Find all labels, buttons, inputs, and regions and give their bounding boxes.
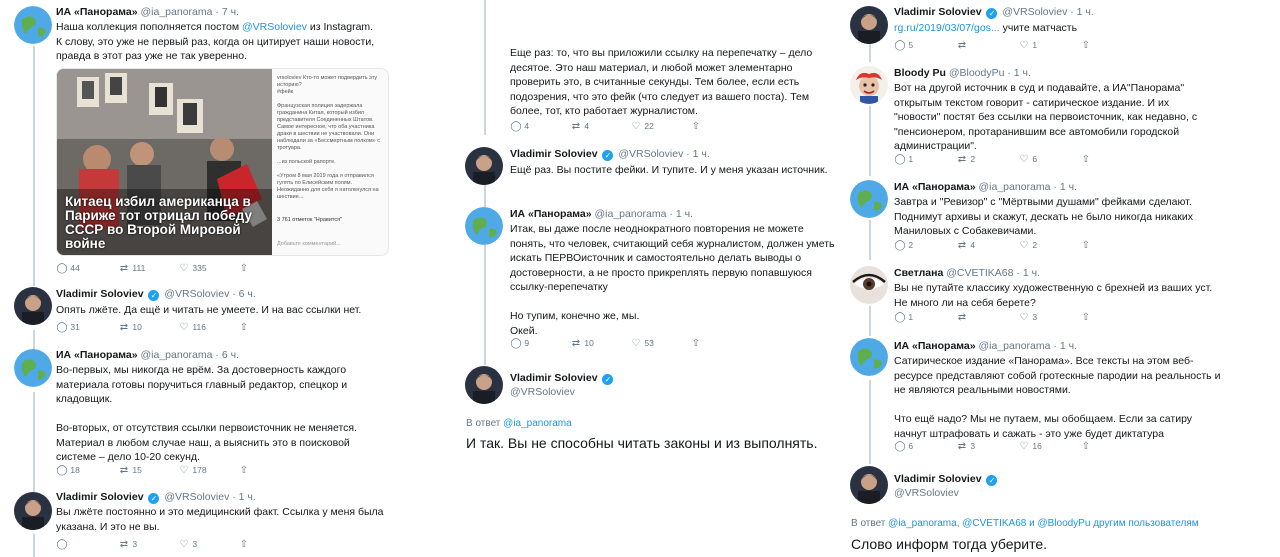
- reply-count: 9: [524, 338, 530, 348]
- author-name[interactable]: ИА «Панорама»: [56, 349, 138, 361]
- share-icon: ⇧: [691, 121, 701, 132]
- retweet-count: 4: [970, 240, 976, 250]
- author-handle[interactable]: @VRSoloviev: [164, 288, 230, 300]
- reply-context: [851, 518, 1199, 529]
- heart-icon: ♡: [631, 121, 641, 132]
- reply-count: 5: [908, 40, 914, 50]
- share-button[interactable]: [238, 539, 250, 550]
- tweet-text: И так. Вы не способны читать законы и из выполнять.: [466, 435, 818, 451]
- tweet-text: Во-первых, мы никогда не врём. За достоверность каждого материала готовы поручиться главный редактор, спецкор и кладовщик. Во-вторых, от отсутствия ссылки первоисточник не меняется. Материал в любом случае наш, а выяснить это в поисковой системе – дело 10-20 секунд.: [56, 364, 358, 463]
- author-name[interactable]: Vladimir Soloviev: [894, 6, 982, 18]
- retweet-icon: ⇄: [957, 312, 967, 323]
- author-name[interactable]: ИА «Панорама»: [894, 340, 976, 352]
- reply-button[interactable]: [56, 322, 80, 333]
- separator-dot: ·: [686, 148, 690, 160]
- reply-icon: ◯: [894, 40, 906, 51]
- retweet-button[interactable]: [570, 121, 589, 132]
- heart-icon: ♡: [1019, 40, 1029, 51]
- retweet-icon: ⇄: [119, 322, 129, 333]
- tweet-text: Ещё раз. Вы постите фейки. И тупите. И у меня указан источник.: [510, 164, 828, 176]
- tweet-time[interactable]: 1 ч.: [1022, 267, 1040, 279]
- reply-button[interactable]: [894, 312, 913, 323]
- retweet-button[interactable]: [956, 441, 975, 452]
- tweet-time[interactable]: 1 ч.: [1059, 340, 1077, 352]
- tweet-header: [894, 267, 1040, 280]
- share-button[interactable]: [1080, 40, 1092, 51]
- reply-button[interactable]: [894, 441, 913, 452]
- tweet-time[interactable]: 6 ч.: [238, 288, 256, 300]
- avatar-panorama[interactable]: [14, 6, 52, 44]
- reply-icon: ◯: [56, 539, 68, 550]
- thread-panel-2: [454, 0, 840, 557]
- heart-icon: ♡: [179, 465, 189, 476]
- instagram-comment-field: Добавьте комментарий...: [277, 241, 341, 247]
- text-fragment: из Instagram.: [306, 21, 374, 33]
- avatar-soloviev[interactable]: [465, 147, 503, 185]
- separator-dot: ·: [669, 208, 673, 220]
- author-handle[interactable]: @VRSoloviev: [894, 487, 959, 499]
- thread-line: [33, 534, 35, 557]
- reply-button[interactable]: [894, 40, 913, 51]
- reply-icon: ◯: [510, 338, 522, 349]
- share-button[interactable]: [690, 121, 702, 132]
- avatar-bloodypu[interactable]: [850, 66, 888, 104]
- retweet-icon: ⇄: [957, 441, 967, 452]
- like-button[interactable]: [1018, 40, 1037, 51]
- tweet-text: Опять лжёте. Да ещё и читать не умеете. И на вас ссылки нет.: [56, 304, 362, 316]
- share-button[interactable]: [1080, 312, 1092, 323]
- like-count: 1: [1032, 40, 1038, 50]
- retweet-count: 111: [132, 263, 146, 273]
- share-icon: ⇧: [691, 338, 701, 349]
- share-button[interactable]: [1080, 441, 1092, 452]
- retweet-count: 2: [970, 154, 976, 164]
- retweet-icon: ⇄: [119, 465, 129, 476]
- separator-dot: ·: [1053, 181, 1057, 193]
- thread-line: [484, 185, 486, 207]
- share-icon: ⇧: [1081, 312, 1091, 323]
- reply-mention-link[interactable]: @ia_panorama, @CVETIKA68 и @BloodyPu другим пользователям: [888, 518, 1199, 529]
- heart-icon: ♡: [1019, 312, 1029, 323]
- tweet-time[interactable]: 1 ч.: [675, 208, 693, 220]
- reply-count: 1: [908, 154, 914, 164]
- text-fragment: Наша коллекция пополняется постом: [56, 21, 243, 33]
- reply-label: В ответ: [851, 518, 889, 529]
- retweet-button[interactable]: [956, 240, 975, 251]
- author-handle-row: [894, 487, 959, 500]
- avatar-soloviev[interactable]: [14, 287, 52, 325]
- tweet-text: Вот на другой источник в суд и подавайте, а ИА"Панорама" открытым текстом говорит - сатирическое издание. И их "новости" постят без ссылки на первоисточник, как недавно, с "пенсионером, протаранившим все автомобили городской администрации".: [894, 82, 1198, 152]
- like-button[interactable]: [178, 539, 197, 550]
- tweet-text: Завтра и "Ревизор" с "Мёртвыми душами" фейками сделают. Поднимут архивы и скажут, дескать не было никогда никаких Маниловых с Собакевичами.: [894, 196, 1194, 237]
- text-fragment: учите матчасть: [999, 22, 1078, 34]
- reply-count: 2: [908, 240, 914, 250]
- media-caption: Китаец избил американца в Париже тот отрицал победу СССР во Второй Мировой войне: [65, 194, 252, 251]
- like-count: 22: [644, 121, 654, 131]
- reply-icon: ◯: [56, 322, 68, 333]
- tweet-header: [894, 67, 1031, 80]
- thread-line: [33, 330, 35, 350]
- author-handle[interactable]: @CVETIKA68: [946, 267, 1014, 279]
- like-button[interactable]: [1018, 312, 1037, 323]
- thread-line: [869, 106, 871, 176]
- share-icon: ⇧: [1081, 40, 1091, 51]
- retweet-button[interactable]: [956, 312, 968, 323]
- thread-line: [869, 44, 871, 62]
- tweet-header: [56, 6, 239, 19]
- retweet-count: 4: [584, 121, 590, 131]
- reply-count: 18: [70, 465, 80, 475]
- reply-icon: ◯: [894, 441, 906, 452]
- avatar-panorama[interactable]: [14, 349, 52, 387]
- heart-icon: ♡: [1019, 154, 1029, 165]
- like-count: 335: [192, 263, 207, 273]
- author-handle[interactable]: @ia_panorama: [140, 6, 213, 18]
- retweet-count: 3: [970, 441, 976, 451]
- verified-icon: ✓: [602, 374, 613, 385]
- avatar-soloviev[interactable]: [850, 466, 888, 504]
- author-name[interactable]: Vladimir Soloviev: [56, 288, 144, 300]
- retweet-button[interactable]: [956, 40, 968, 51]
- avatar-soloviev[interactable]: [465, 366, 503, 404]
- reply-button[interactable]: [894, 154, 913, 165]
- share-icon: ⇧: [1081, 154, 1091, 165]
- tweet-text: Вы лжёте постоянно и это медицинский факт. Ссылка у меня была указана. И это не вы.: [56, 506, 384, 533]
- tweet-header: [894, 6, 1094, 19]
- reply-button[interactable]: [56, 465, 80, 476]
- share-icon: ⇧: [239, 539, 249, 550]
- thread-line: [33, 46, 35, 286]
- author-handle[interactable]: @ia_panorama: [594, 208, 667, 220]
- retweet-count: 3: [132, 539, 138, 549]
- author-handle[interactable]: @ia_panorama: [978, 181, 1051, 193]
- tweet-text: Итак, вы даже после неоднократного повторения не можете понять, что человек, считающий себя журналистом, должен уметь искать ПЕРВОисточник и самостоятельно делать выводы о достоверности, а не просто прикреплять первую попавшуюся ссылку-перепечатку Но тупим, конечно же, мы. Окей.: [510, 223, 835, 337]
- retweet-count: 10: [584, 338, 594, 348]
- heart-icon: ♡: [179, 539, 189, 550]
- share-button[interactable]: [238, 263, 250, 274]
- like-count: 16: [1032, 441, 1042, 451]
- tweet-media[interactable]: [56, 68, 389, 256]
- share-button[interactable]: [238, 465, 250, 476]
- retweet-icon: ⇄: [957, 240, 967, 251]
- reply-count: 31: [70, 322, 80, 332]
- reply-icon: ◯: [894, 312, 906, 323]
- reply-count: 44: [70, 263, 80, 273]
- tweet-time[interactable]: 1 ч.: [1059, 181, 1077, 193]
- verified-icon: ✓: [986, 8, 997, 19]
- share-icon: ⇧: [239, 465, 249, 476]
- text-fragment: К слову, это уже не первый раз, когда он цитирует наши новости, правда в этот раз уже не так уверенно.: [56, 35, 375, 62]
- heart-icon: ♡: [1019, 240, 1029, 251]
- tweet-time[interactable]: 6 ч.: [221, 349, 239, 361]
- retweet-icon: ⇄: [119, 263, 129, 274]
- separator-dot: ·: [1053, 340, 1057, 352]
- reply-icon: ◯: [894, 154, 906, 165]
- verified-icon: ✓: [986, 475, 997, 486]
- like-count: 53: [644, 338, 654, 348]
- tweet-time[interactable]: 7 ч.: [221, 6, 239, 18]
- author-name[interactable]: Bloody Pu: [894, 67, 946, 79]
- tweet-header: [894, 181, 1077, 194]
- reply-icon: ◯: [56, 465, 68, 476]
- thread-line: [869, 380, 871, 464]
- tweet-time[interactable]: 1 ч.: [692, 148, 710, 160]
- heart-icon: ♡: [179, 263, 189, 274]
- author-handle[interactable]: @ia_panorama: [140, 349, 213, 361]
- tweet-time[interactable]: 1 ч.: [1013, 67, 1031, 79]
- share-button[interactable]: [690, 338, 702, 349]
- like-count: 178: [192, 465, 207, 475]
- separator-dot: ·: [1007, 67, 1011, 79]
- heart-icon: ♡: [631, 338, 641, 349]
- tweet-text: Вы не путайте классику художественную с брехней из ваших уст. Не много ли на себя берете?: [894, 282, 1213, 309]
- author-handle[interactable]: @BloodyPu: [948, 67, 1005, 79]
- author-name[interactable]: ИА «Панорама»: [894, 181, 976, 193]
- thread-line: [869, 220, 871, 260]
- tweet-text: [56, 20, 396, 64]
- media-photo: [57, 69, 272, 256]
- author-name[interactable]: ИА «Панорама»: [510, 208, 592, 220]
- avatar-panorama[interactable]: [850, 338, 888, 376]
- like-count: 3: [192, 539, 198, 549]
- mention-link[interactable]: @VRSoloviev: [242, 21, 307, 33]
- like-button[interactable]: [178, 465, 207, 476]
- author-handle[interactable]: @VRSoloviev: [618, 148, 684, 160]
- separator-dot: ·: [232, 288, 236, 300]
- reply-label: В ответ: [466, 418, 504, 429]
- author-name[interactable]: Vladimir Soloviev: [56, 491, 144, 503]
- tweet-header: [510, 148, 710, 161]
- author-handle[interactable]: @VRSoloviev: [164, 491, 230, 503]
- heart-icon: ♡: [179, 322, 189, 333]
- reply-count: 1: [908, 312, 914, 322]
- thread-panel-1: [0, 0, 400, 557]
- like-button[interactable]: [1018, 154, 1037, 165]
- author-name[interactable]: Vladimir Soloviev: [894, 473, 982, 485]
- instagram-post-text: vrsoloviev Кто-то может подвердить эту историю? #фейк Французская полиция задержала гражданина Китая, который избил представителя Соединенных Штатов. Самое интересное, что оба участника драки в шествии не участвовали. Они наблюдали за «Бессмертным полком» с тротуара. ...из польской рапорте. «Утром 8 мая 2019 года я отправился гулять по Елисейским полям. Неожиданно для себя я натолкнулся на шествие...: [272, 69, 389, 256]
- reply-mention-link[interactable]: @ia_panorama: [503, 418, 572, 429]
- thread-panel-3: [840, 0, 1280, 557]
- like-count: 3: [1032, 312, 1038, 322]
- author-handle[interactable]: @ia_panorama: [978, 340, 1051, 352]
- external-link[interactable]: rg.ru/2019/03/07/gos...: [894, 22, 1000, 34]
- tweet-text: Слово информ тогда уберите.: [851, 536, 1048, 552]
- like-button[interactable]: [178, 322, 206, 333]
- tweet-header: [56, 349, 239, 362]
- like-button[interactable]: [630, 338, 654, 349]
- reply-button[interactable]: [56, 263, 80, 274]
- like-button[interactable]: [1018, 240, 1037, 251]
- share-button[interactable]: [1080, 240, 1092, 251]
- retweet-button[interactable]: [118, 465, 142, 476]
- thread-line: [33, 392, 35, 492]
- like-button[interactable]: [630, 121, 654, 132]
- separator-dot: ·: [215, 349, 219, 361]
- retweet-icon: ⇄: [119, 539, 129, 550]
- reply-count: 4: [524, 121, 530, 131]
- avatar-panorama[interactable]: [465, 207, 503, 245]
- author-handle[interactable]: @VRSoloviev: [510, 386, 575, 398]
- retweet-button[interactable]: [118, 263, 145, 274]
- retweet-button[interactable]: [118, 539, 137, 550]
- thread-line: [869, 306, 871, 336]
- like-count: 116: [192, 322, 206, 332]
- heart-icon: ♡: [1019, 441, 1029, 452]
- separator-dot: ·: [1016, 267, 1020, 279]
- retweet-icon: ⇄: [571, 338, 581, 349]
- tweet-header: [894, 473, 999, 486]
- share-icon: ⇧: [1081, 441, 1091, 452]
- reply-count: 6: [908, 441, 914, 451]
- retweet-icon: ⇄: [957, 40, 967, 51]
- avatar-svetlana[interactable]: [850, 266, 888, 304]
- retweet-icon: ⇄: [957, 154, 967, 165]
- like-button[interactable]: [178, 263, 207, 274]
- tweet-time[interactable]: 1 ч.: [1076, 6, 1094, 18]
- tweet-header: [56, 491, 256, 504]
- author-name[interactable]: Vladimir Soloviev: [510, 148, 598, 160]
- retweet-icon: ⇄: [571, 121, 581, 132]
- thread-line: [484, 245, 486, 365]
- tweet-header: [894, 340, 1077, 353]
- reply-button[interactable]: [894, 240, 913, 251]
- reply-button[interactable]: [56, 539, 68, 550]
- reply-icon: ◯: [56, 263, 68, 274]
- share-icon: ⇧: [239, 322, 249, 333]
- share-button[interactable]: [238, 322, 250, 333]
- verified-icon: ✓: [148, 290, 159, 301]
- avatar-soloviev[interactable]: [14, 492, 52, 530]
- instagram-likes: 3 761 отметок "Нравится": [277, 217, 343, 223]
- tweet-text: [894, 21, 1274, 36]
- reply-button[interactable]: [510, 121, 529, 132]
- share-icon: ⇧: [239, 263, 249, 274]
- author-name[interactable]: Светлана: [894, 267, 944, 279]
- share-button[interactable]: [1080, 154, 1092, 165]
- author-name[interactable]: ИА «Панорама»: [56, 6, 138, 18]
- retweet-button[interactable]: [956, 154, 975, 165]
- tweet-header: [510, 208, 693, 221]
- verified-icon: ✓: [148, 493, 159, 504]
- reply-icon: ◯: [510, 121, 522, 132]
- like-count: 6: [1032, 154, 1038, 164]
- verified-icon: ✓: [602, 150, 613, 161]
- retweet-button[interactable]: [118, 322, 142, 333]
- author-handle-row: [510, 386, 575, 399]
- retweet-count: 10: [132, 322, 142, 332]
- author-name[interactable]: Vladimir Soloviev: [510, 372, 598, 384]
- like-count: 2: [1032, 240, 1038, 250]
- avatar-panorama[interactable]: [850, 180, 888, 218]
- retweet-count: 15: [132, 465, 142, 475]
- separator-dot: ·: [232, 491, 236, 503]
- tweet-text: Сатирическое издание «Панорама». Все тексты на этом веб- ресурсе представляют собой гротескные пародии на реальность и не являются реальными новостями. Что ещё надо? Мы не путаем, мы обобщаем. Если за сатиру начнут штрафовать и сажать - это уже будет диктатура: [894, 355, 1221, 440]
- retweet-button[interactable]: [570, 338, 594, 349]
- separator-dot: ·: [215, 6, 219, 18]
- tweet-header: [510, 372, 615, 385]
- reply-button[interactable]: [510, 338, 529, 349]
- share-icon: ⇧: [1081, 240, 1091, 251]
- tweet-header: [56, 288, 256, 301]
- avatar-soloviev[interactable]: [850, 6, 888, 44]
- like-button[interactable]: [1018, 441, 1042, 452]
- thread-line: [484, 0, 486, 135]
- author-handle[interactable]: @VRSoloviev: [1002, 6, 1068, 18]
- separator-dot: ·: [1070, 6, 1074, 18]
- reply-context: [466, 418, 572, 429]
- reply-icon: ◯: [894, 240, 906, 251]
- tweet-time[interactable]: 1 ч.: [238, 491, 256, 503]
- tweet-text: Еще раз: то, что вы приложили ссылку на перепечатку – дело десятое. Это наш материал, и любой может элементарно проверить это, в считанные секунды. Тем более, если есть подозрения, что это фейк (что следует из вашего поста). Тем более, тот, кто работает журналистом.: [510, 47, 813, 117]
